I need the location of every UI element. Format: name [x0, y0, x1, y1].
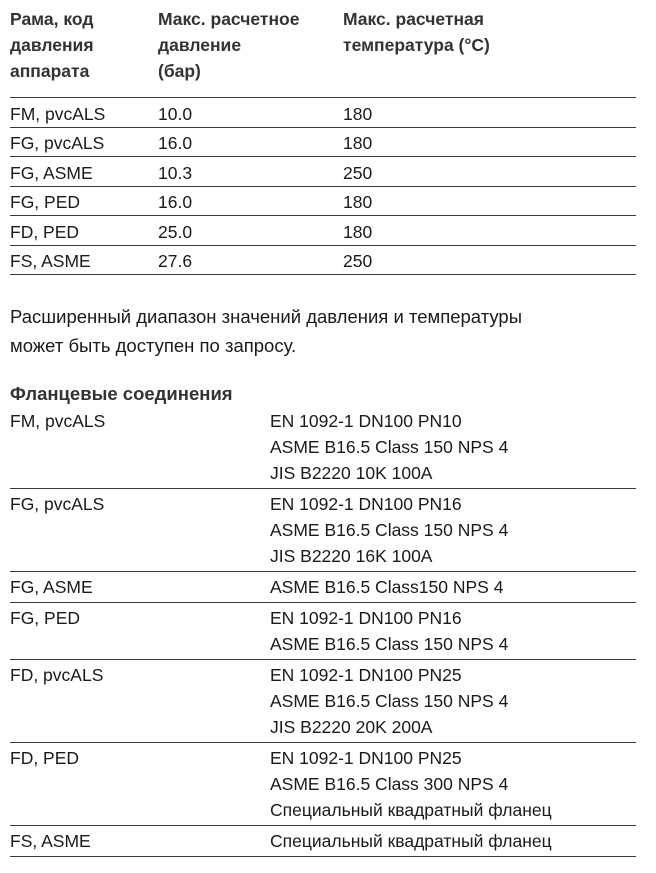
table-row	[10, 216, 636, 246]
flange-frame: FG, ASME	[10, 577, 93, 597]
flange-spec: EN 1092-1 DN100 PN16	[270, 608, 462, 628]
flange-row	[10, 660, 636, 743]
flange-frame: FM, pvcALS	[10, 411, 106, 431]
cell-pressure: 10.3	[158, 162, 193, 183]
header-frame-code: Рама, код давления аппарата	[10, 9, 94, 81]
flange-spec: ASME B16.5 Class 150 NPS 4	[270, 437, 509, 457]
flange-spec: JIS B2220 10K 100A	[270, 463, 433, 483]
flange-spec: Специальный квадратный фланец	[270, 800, 552, 820]
cell-frame: FG, ASME	[10, 162, 93, 183]
table-row	[10, 246, 636, 276]
cell-temperature: 180	[343, 103, 373, 124]
flange-row	[10, 406, 636, 489]
flange-spec: ASME B16.5 Class 150 NPS 4	[270, 520, 509, 540]
flange-spec: ASME B16.5 Class 300 NPS 4	[270, 774, 509, 794]
flange-specs	[270, 572, 636, 602]
flange-specs	[270, 743, 636, 825]
header-max-pressure: Макс. расчетное давление (бар)	[158, 9, 300, 81]
flange-spec: JIS B2220 16K 100A	[270, 546, 433, 566]
flange-specs	[270, 603, 636, 659]
table-row	[10, 187, 636, 217]
flange-spec: ASME B16.5 Class150 NPS 4	[270, 577, 504, 597]
flange-specs	[270, 489, 636, 571]
flange-spec: ASME B16.5 Class 150 NPS 4	[270, 634, 509, 654]
flange-spec: ASME B16.5 Class 150 NPS 4	[270, 691, 509, 711]
table-row	[10, 157, 636, 187]
flange-frame: FG, pvcALS	[10, 494, 105, 514]
cell-temperature: 250	[343, 162, 373, 183]
flange-frame: FS, ASME	[10, 831, 91, 851]
cell-frame: FS, ASME	[10, 251, 91, 272]
table-header	[10, 0, 636, 98]
pressure-temperature-table	[10, 0, 636, 275]
flange-spec: EN 1092-1 DN100 PN25	[270, 748, 462, 768]
flange-row	[10, 489, 636, 572]
cell-temperature: 180	[343, 192, 373, 213]
cell-pressure: 25.0	[158, 221, 193, 242]
cell-pressure: 10.0	[158, 103, 193, 124]
document-page	[10, 0, 636, 857]
flange-specs	[270, 660, 636, 742]
cell-pressure: 27.6	[158, 251, 193, 272]
header-max-temperature: Макс. расчетная температура (°C)	[343, 9, 490, 55]
flange-section-title: Фланцевые соединения	[10, 383, 233, 404]
flange-spec: EN 1092-1 DN100 PN25	[270, 665, 462, 685]
cell-temperature: 250	[343, 251, 373, 272]
flange-frame: FD, pvcALS	[10, 665, 104, 685]
table-row	[10, 98, 636, 128]
cell-frame: FG, PED	[10, 192, 81, 213]
flange-spec: JIS B2220 20K 200A	[270, 717, 433, 737]
flange-spec: Специальный квадратный фланец	[270, 831, 552, 851]
table-row	[10, 128, 636, 158]
flange-row	[10, 826, 636, 857]
cell-temperature: 180	[343, 221, 373, 242]
flange-row	[10, 572, 636, 603]
flange-spec: EN 1092-1 DN100 PN10	[270, 411, 462, 431]
flange-table	[10, 406, 636, 857]
flange-frame: FG, PED	[10, 608, 81, 628]
flange-row	[10, 743, 636, 826]
cell-frame: FD, PED	[10, 221, 80, 242]
cell-frame: FG, pvcALS	[10, 133, 105, 154]
flange-row	[10, 603, 636, 660]
flange-specs	[270, 406, 636, 488]
cell-temperature: 180	[343, 133, 373, 154]
availability-note: Расширенный диапазон значений давления и температуры может быть доступен по запросу.	[10, 306, 523, 356]
flange-specs	[270, 826, 636, 856]
cell-pressure: 16.0	[158, 192, 193, 213]
flange-frame: FD, PED	[10, 748, 80, 768]
cell-frame: FM, pvcALS	[10, 103, 106, 124]
flange-spec: EN 1092-1 DN100 PN16	[270, 494, 462, 514]
cell-pressure: 16.0	[158, 133, 193, 154]
